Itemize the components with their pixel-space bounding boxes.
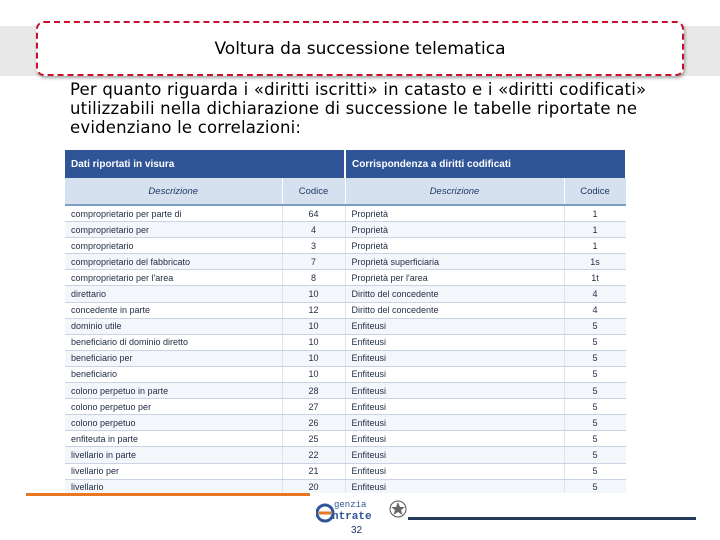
cell-descrizione-visura: livellario in parte <box>65 447 282 463</box>
cell-codice-visura: 64 <box>282 205 345 222</box>
cell-codice-codificato: 5 <box>564 479 626 493</box>
cell-descrizione-visura: colono perpetuo in parte <box>65 383 282 399</box>
cell-descrizione-visura: concedente in parte <box>65 302 282 318</box>
cell-codice-codificato: 5 <box>564 447 626 463</box>
cell-codice-visura: 20 <box>282 479 345 493</box>
cell-codice-visura: 10 <box>282 318 345 334</box>
column-header-descrizione-left: Descrizione <box>65 178 282 205</box>
table-row <box>65 205 626 222</box>
cell-codice-codificato: 1 <box>564 205 626 222</box>
cell-descrizione-codificata: Proprietà per l'area <box>345 270 564 286</box>
cell-descrizione-codificata: Enfiteusi <box>345 383 564 399</box>
rights-correspondence-table <box>65 150 626 493</box>
group-header-codificati: Corrispondenza a diritti codificati <box>345 150 626 178</box>
cell-codice-visura: 21 <box>282 463 345 479</box>
cell-descrizione-codificata: Diritto del concedente <box>345 286 564 302</box>
cell-codice-visura: 26 <box>282 415 345 431</box>
footer-dark-divider <box>408 517 696 520</box>
table-row <box>65 286 626 302</box>
table-row <box>65 431 626 447</box>
table-row <box>65 415 626 431</box>
cell-descrizione-visura: comproprietario per l'area <box>65 270 282 286</box>
cell-codice-codificato: 4 <box>564 302 626 318</box>
cell-codice-visura: 27 <box>282 399 345 415</box>
table-row <box>65 302 626 318</box>
cell-descrizione-visura: enfiteuta in parte <box>65 431 282 447</box>
table-row <box>65 350 626 366</box>
cell-descrizione-visura: beneficiario di dominio diretto <box>65 334 282 350</box>
cell-descrizione-visura: beneficiario <box>65 366 282 382</box>
column-header-codice-right: Codice <box>564 178 626 205</box>
cell-codice-codificato: 5 <box>564 383 626 399</box>
cell-descrizione-codificata: Proprietà <box>345 205 564 222</box>
cell-descrizione-codificata: Enfiteusi <box>345 334 564 350</box>
footer-orange-divider <box>26 493 310 496</box>
table-row <box>65 383 626 399</box>
cell-descrizione-codificata: Enfiteusi <box>345 350 564 366</box>
table-body <box>65 205 626 493</box>
cell-descrizione-visura: comproprietario per parte di <box>65 205 282 222</box>
cell-descrizione-visura: comproprietario per <box>65 222 282 238</box>
cell-descrizione-visura: colono perpetuo per <box>65 399 282 415</box>
cell-descrizione-codificata: Proprietà superficiaria <box>345 254 564 270</box>
slide-title: Voltura da successione telematica <box>214 39 506 59</box>
page-number: 32 <box>351 525 363 536</box>
cell-codice-codificato: 4 <box>564 286 626 302</box>
cell-codice-codificato: 5 <box>564 366 626 382</box>
cell-descrizione-codificata: Enfiteusi <box>345 318 564 334</box>
cell-codice-codificato: 5 <box>564 318 626 334</box>
cell-codice-visura: 12 <box>282 302 345 318</box>
cell-codice-codificato: 5 <box>564 463 626 479</box>
cell-codice-codificato: 5 <box>564 350 626 366</box>
cell-codice-codificato: 1t <box>564 270 626 286</box>
cell-descrizione-codificata: Diritto del concedente <box>345 302 564 318</box>
table-row <box>65 366 626 382</box>
cell-descrizione-codificata: Enfiteusi <box>345 447 564 463</box>
cell-descrizione-visura: comproprietario <box>65 238 282 254</box>
agenzia-entrate-logo <box>316 496 412 524</box>
cell-codice-visura: 7 <box>282 254 345 270</box>
cell-codice-visura: 10 <box>282 366 345 382</box>
column-header-descrizione-right: Descrizione <box>345 178 564 205</box>
column-header-codice-left: Codice <box>282 178 345 205</box>
title-box <box>36 21 684 76</box>
cell-descrizione-codificata: Enfiteusi <box>345 463 564 479</box>
cell-codice-codificato: 5 <box>564 431 626 447</box>
cell-descrizione-codificata: Enfiteusi <box>345 366 564 382</box>
cell-descrizione-codificata: Enfiteusi <box>345 415 564 431</box>
cell-descrizione-codificata: Enfiteusi <box>345 399 564 415</box>
cell-descrizione-visura: comproprietario del fabbricato <box>65 254 282 270</box>
cell-codice-visura: 10 <box>282 286 345 302</box>
cell-descrizione-codificata: Enfiteusi <box>345 479 564 493</box>
table-row <box>65 222 626 238</box>
cell-codice-visura: 3 <box>282 238 345 254</box>
cell-codice-codificato: 5 <box>564 399 626 415</box>
table-row <box>65 479 626 493</box>
table-row <box>65 270 626 286</box>
cell-descrizione-codificata: Proprietà <box>345 238 564 254</box>
table-row <box>65 463 626 479</box>
cell-codice-codificato: 5 <box>564 334 626 350</box>
logo-line2: ntrate <box>332 511 372 523</box>
cell-descrizione-visura: beneficiario per <box>65 350 282 366</box>
table-row <box>65 254 626 270</box>
table-row <box>65 447 626 463</box>
cell-descrizione-codificata: Enfiteusi <box>345 431 564 447</box>
cell-codice-visura: 25 <box>282 431 345 447</box>
cell-descrizione-visura: colono perpetuo <box>65 415 282 431</box>
group-header-visura: Dati riportati in visura <box>65 150 345 178</box>
table-row <box>65 334 626 350</box>
table-row <box>65 238 626 254</box>
rights-table-container <box>65 150 626 493</box>
table-row <box>65 318 626 334</box>
cell-codice-codificato: 1 <box>564 238 626 254</box>
cell-codice-visura: 8 <box>282 270 345 286</box>
cell-descrizione-visura: livellario <box>65 479 282 493</box>
emblem-icon <box>390 501 406 517</box>
cell-codice-visura: 4 <box>282 222 345 238</box>
cell-descrizione-visura: direttario <box>65 286 282 302</box>
cell-codice-visura: 28 <box>282 383 345 399</box>
cell-codice-visura: 10 <box>282 334 345 350</box>
cell-codice-visura: 10 <box>282 350 345 366</box>
cell-descrizione-codificata: Proprietà <box>345 222 564 238</box>
cell-descrizione-visura: dominio utile <box>65 318 282 334</box>
cell-descrizione-visura: livellario per <box>65 463 282 479</box>
cell-codice-codificato: 1 <box>564 222 626 238</box>
cell-codice-visura: 22 <box>282 447 345 463</box>
table-row <box>65 399 626 415</box>
cell-codice-codificato: 5 <box>564 415 626 431</box>
logo-line1: genzia <box>334 500 367 510</box>
intro-paragraph: Per quanto riguarda i «diritti iscritti» in catasto e i «diritti codificati» utilizzabili nella dichiarazione di successione le tabelle riportate ne evidenziano le correlazioni: <box>70 80 647 137</box>
cell-codice-codificato: 1s <box>564 254 626 270</box>
